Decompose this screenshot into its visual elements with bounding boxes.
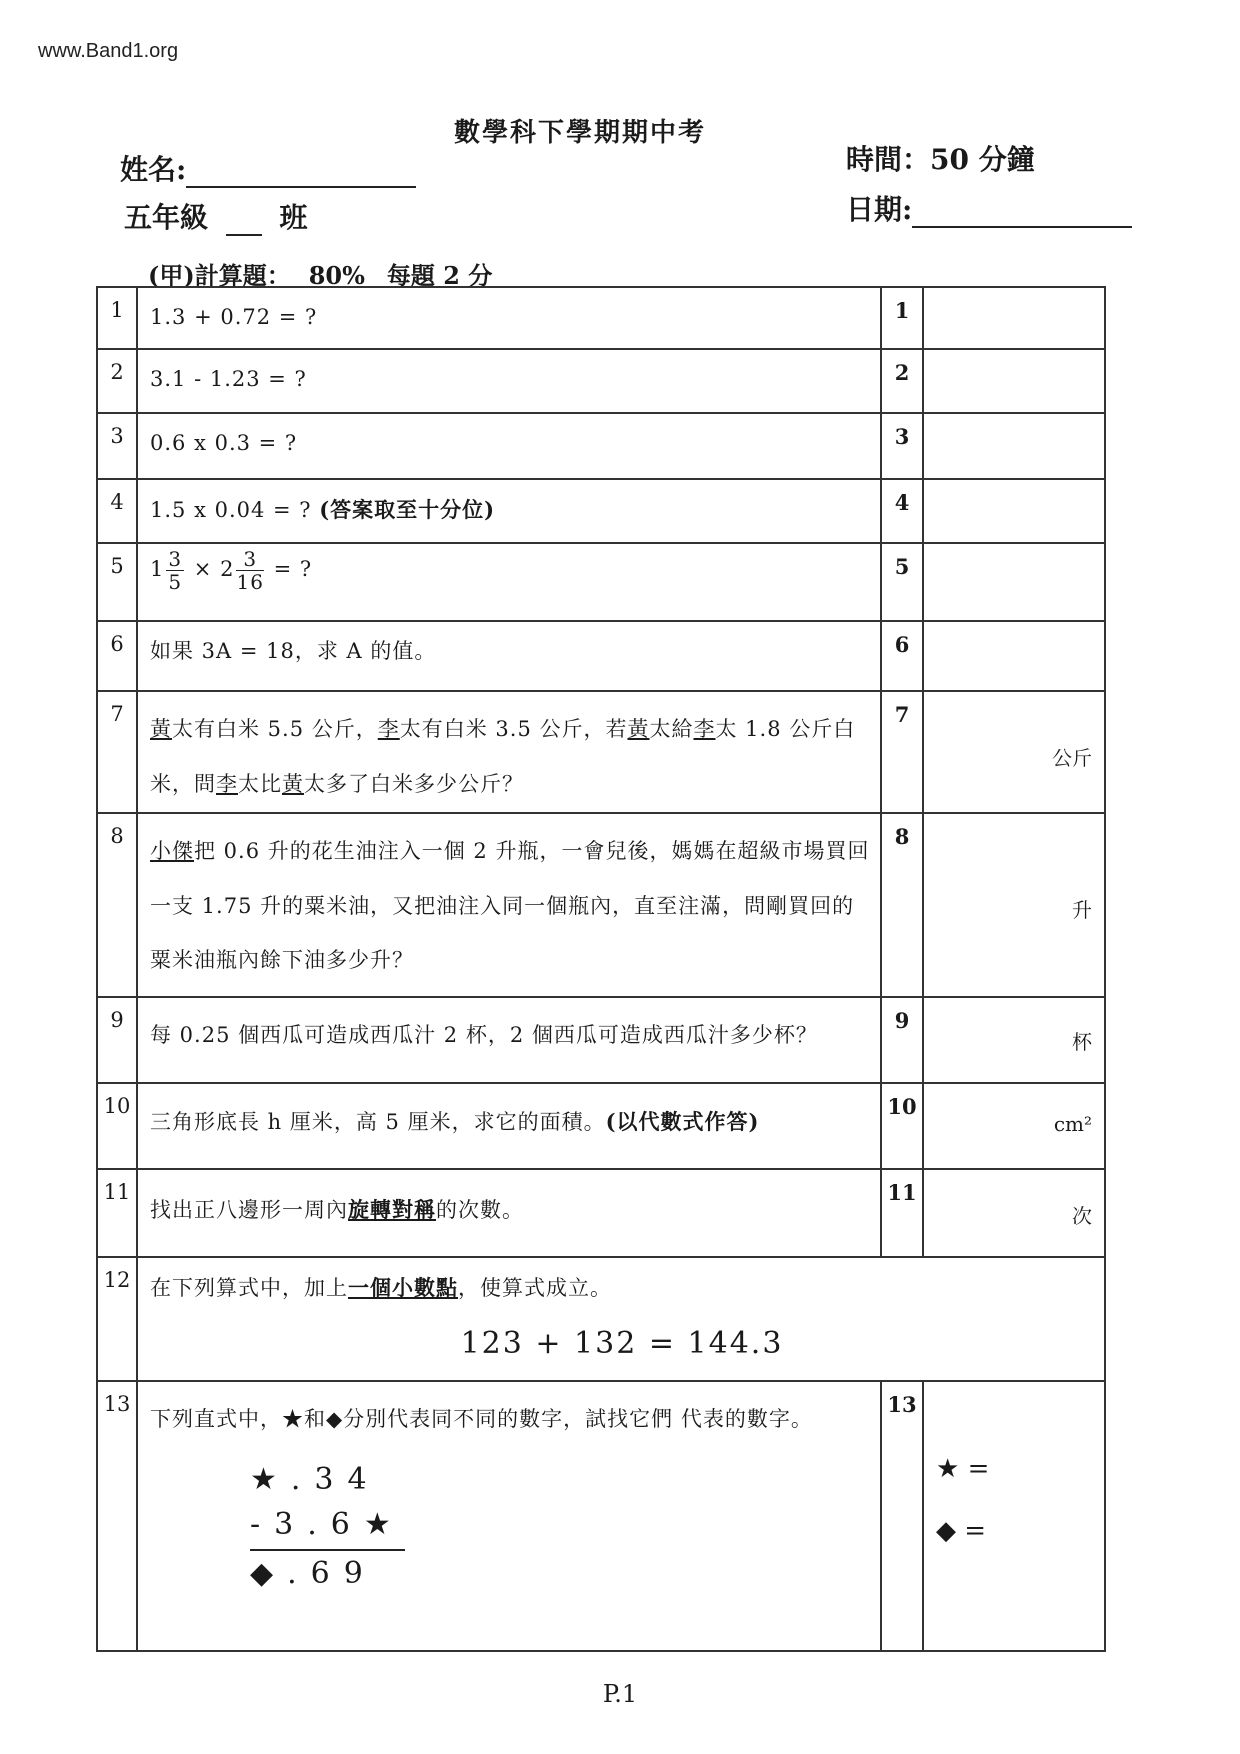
question-number: 9 <box>97 997 137 1083</box>
answer-number: 10 <box>881 1083 923 1169</box>
answer-unit: 次 <box>1072 1204 1092 1228</box>
mixed-number-whole: 1 <box>150 557 165 581</box>
text-fragment: 太 1.8 公斤白米，問 <box>150 717 856 796</box>
answer-number: 2 <box>881 349 923 413</box>
answer-number: 4 <box>881 479 923 543</box>
question-table <box>96 286 1106 1652</box>
name-underlined: 李 <box>377 717 400 741</box>
section-percent: 80% <box>308 261 365 290</box>
question-text: 3.1 - 1.23 = ? <box>137 349 881 413</box>
answer-box[interactable] <box>923 479 1105 543</box>
star-answer: ★ = <box>936 1454 990 1484</box>
text-fragment: ，使算式成立。 <box>458 1276 612 1300</box>
answer-number: 5 <box>881 543 923 621</box>
answer-box[interactable] <box>923 691 1105 813</box>
question-number: 7 <box>97 691 137 813</box>
question-row <box>97 413 1105 479</box>
answer-number: 1 <box>881 287 923 349</box>
question-text <box>137 1083 881 1169</box>
answer-box[interactable] <box>923 1083 1105 1169</box>
section-marks: 每題 2 分 <box>386 261 493 290</box>
question-text: 1.3 + 0.72 = ? <box>137 287 881 349</box>
question-note: (答案取至十分位) <box>319 497 496 522</box>
section-label: (甲)計算題： <box>148 261 291 290</box>
question-row <box>97 1381 1105 1651</box>
operator: × <box>193 557 213 581</box>
answer-box[interactable] <box>923 543 1105 621</box>
question-row <box>97 1169 1105 1257</box>
equals-question: = ? <box>273 557 313 581</box>
text-fragment: 太給 <box>649 717 694 741</box>
answer-number: 8 <box>881 813 923 997</box>
question-number: 13 <box>97 1381 137 1651</box>
date-field[interactable] <box>846 188 1132 228</box>
emphasis-underlined: 旋轉對稱 <box>348 1197 436 1222</box>
class-field <box>124 196 308 236</box>
answer-box[interactable] <box>923 1381 1105 1651</box>
name-field[interactable] <box>120 148 416 188</box>
class-label: 班 <box>279 201 308 234</box>
name-blank[interactable] <box>186 156 416 188</box>
answer-box[interactable] <box>923 997 1105 1083</box>
question-row <box>97 1257 1105 1381</box>
numerator: 3 <box>168 547 183 571</box>
vertical-subtraction <box>250 1457 870 1596</box>
question-number: 8 <box>97 813 137 997</box>
question-number: 10 <box>97 1083 137 1169</box>
answer-box[interactable] <box>923 1169 1105 1257</box>
question-row <box>97 691 1105 813</box>
question-row <box>97 287 1105 349</box>
answer-number: 6 <box>881 621 923 691</box>
question-row <box>97 813 1105 997</box>
question-text <box>137 479 881 543</box>
diamond-answer: ◆ = <box>936 1516 987 1546</box>
date-blank[interactable] <box>912 196 1132 228</box>
question-row <box>97 997 1105 1083</box>
question-text <box>137 1257 1105 1381</box>
question-expression: 1.5 x 0.04 = ? <box>150 498 312 522</box>
name-underlined: 黃 <box>282 771 304 796</box>
denominator: 16 <box>236 570 264 594</box>
question-text <box>137 543 881 621</box>
text-fragment: 三角形底長 h 厘米，高 5 厘米，求它的面積。 <box>150 1110 606 1134</box>
name-underlined: 黃 <box>150 717 172 741</box>
answer-box[interactable] <box>923 413 1105 479</box>
text-fragment: 太有白米 5.5 公斤， <box>172 717 378 741</box>
question-instruction <box>150 1268 1094 1309</box>
text-fragment: 把 0.6 升的花生油注入一個 2 升瓶，一會兒後，媽媽在超級市場買回一支 1.75 升的粟米油，又把油注入同一個瓶內，直至注滿，問剛買回的粟米油瓶內餘下油多少升？ <box>150 839 870 973</box>
question-row <box>97 479 1105 543</box>
question-text: 每 0.25 個西瓜可造成西瓜汁 2 杯，2 個西瓜可造成西瓜汁多少杯？ <box>137 997 881 1083</box>
question-text: 如果 3A = 18，求 A 的值。 <box>137 621 881 691</box>
vertical-row-2: -3.6★ <box>250 1502 405 1551</box>
emphasis-underlined: 一個小數點 <box>348 1275 458 1300</box>
answer-unit: 公斤 <box>1052 746 1092 770</box>
question-number: 6 <box>97 621 137 691</box>
question-row <box>97 1083 1105 1169</box>
answer-box[interactable] <box>923 621 1105 691</box>
fraction <box>236 548 263 593</box>
text-fragment: 找出正八邊形一周內 <box>150 1198 348 1222</box>
question-number: 1 <box>97 287 137 349</box>
vertical-row-3: ◆.69 <box>250 1555 377 1591</box>
question-instruction: 下列直式中，★和◆分別代表同不同的數字，試找它們 代表的數字。 <box>150 1407 813 1431</box>
date-label: 日期: <box>846 193 913 226</box>
time-label: 時間：50 分鐘 <box>846 143 1035 176</box>
question-text: 0.6 x 0.3 = ? <box>137 413 881 479</box>
question-number: 4 <box>97 479 137 543</box>
question-text <box>137 1381 881 1651</box>
question-text <box>137 691 881 813</box>
equation: 123 + 132 = 144.3 <box>460 1325 784 1361</box>
numerator: 3 <box>236 548 263 571</box>
answer-number: 13 <box>881 1381 923 1651</box>
answer-number: 3 <box>881 413 923 479</box>
answer-unit: 升 <box>1072 898 1092 922</box>
question-row <box>97 621 1105 691</box>
text-fragment: 在下列算式中，加上 <box>150 1276 348 1300</box>
question-note: (以代數式作答) <box>605 1109 760 1134</box>
exam-title: 數學科下學期期中考 <box>453 118 706 148</box>
denominator: 5 <box>168 570 183 594</box>
question-number: 12 <box>97 1257 137 1381</box>
text-fragment: 的次數。 <box>436 1198 524 1222</box>
name-underlined: 李 <box>693 717 716 741</box>
question-row <box>97 543 1105 621</box>
answer-number: 9 <box>881 997 923 1083</box>
watermark-url: www.Band1.org <box>38 40 179 62</box>
grade-label: 五年級 <box>124 201 209 234</box>
question-number: 11 <box>97 1169 137 1257</box>
question-number: 5 <box>97 543 137 621</box>
answer-unit: 杯 <box>1072 1030 1092 1054</box>
text-fragment: 太比 <box>238 771 282 796</box>
question-text <box>137 813 881 997</box>
mixed-number-whole: 2 <box>220 557 235 581</box>
page-number: P.1 <box>602 1680 638 1708</box>
text-fragment: 太有白米 3.5 公斤，若 <box>399 717 628 741</box>
class-blank[interactable] <box>226 204 262 236</box>
vertical-row-1: ★.34 <box>250 1461 381 1497</box>
question-number: 2 <box>97 349 137 413</box>
question-row <box>97 349 1105 413</box>
name-underlined: 黃 <box>627 717 650 741</box>
fraction <box>166 548 184 593</box>
answer-box[interactable] <box>923 349 1105 413</box>
name-underlined: 小傑 <box>150 839 194 863</box>
answer-unit: cm² <box>1053 1112 1092 1136</box>
answer-number: 11 <box>881 1169 923 1257</box>
name-underlined: 李 <box>216 771 238 796</box>
question-text <box>137 1169 881 1257</box>
question-number: 3 <box>97 413 137 479</box>
name-label: 姓名: <box>120 153 187 186</box>
text-fragment: 太多了白米多少公斤？ <box>304 771 524 796</box>
answer-number: 7 <box>881 691 923 813</box>
answer-box[interactable] <box>923 287 1105 349</box>
answer-box[interactable] <box>923 813 1105 997</box>
